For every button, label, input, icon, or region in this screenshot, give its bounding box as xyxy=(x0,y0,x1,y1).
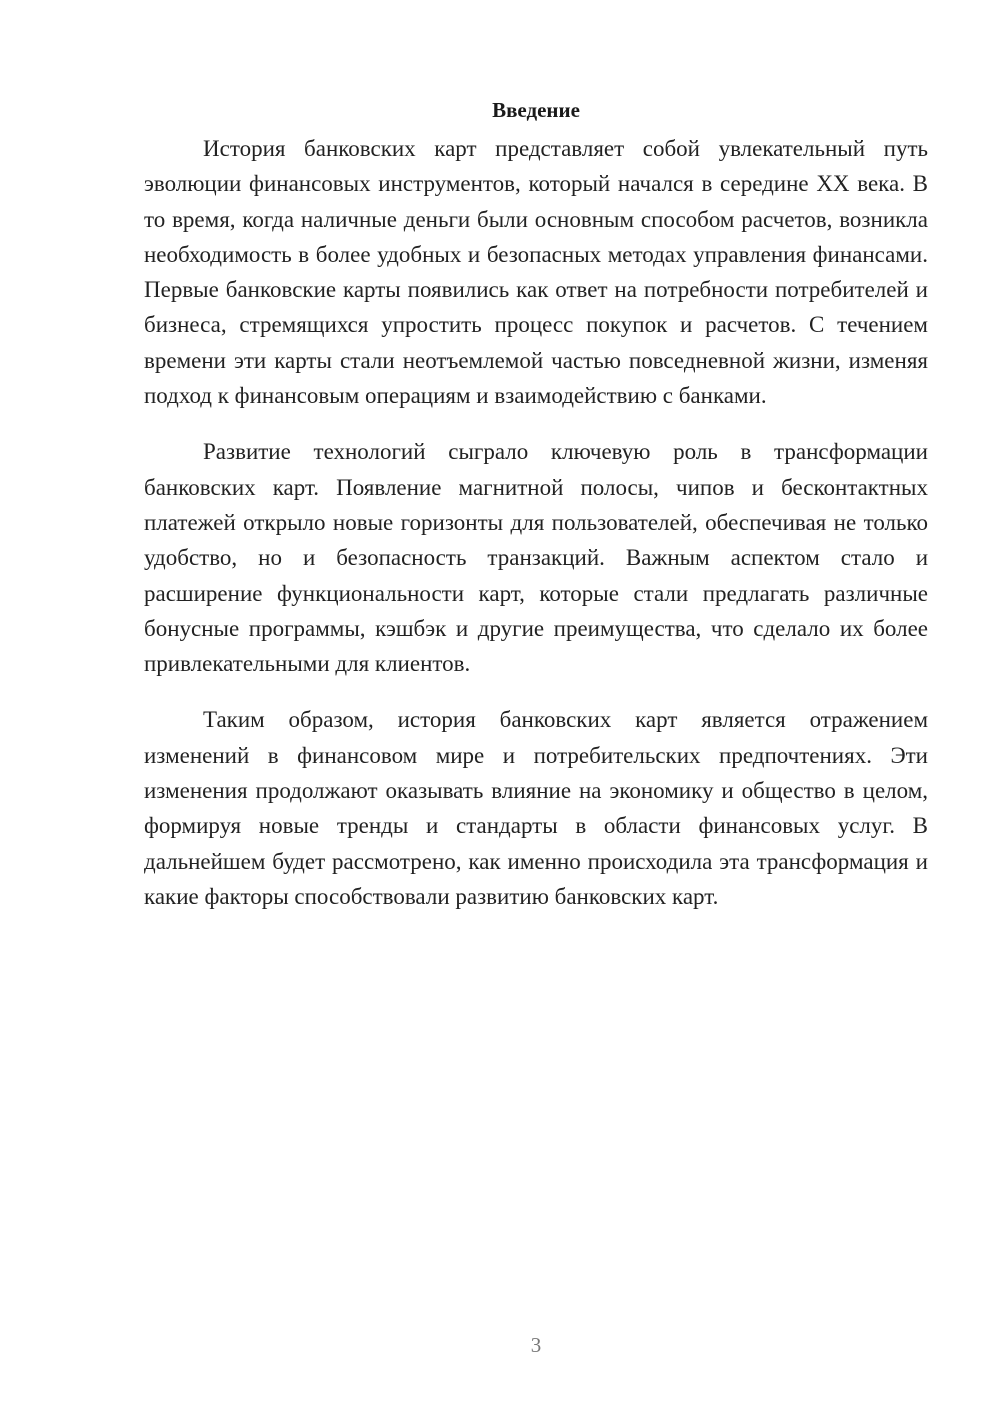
section-title: Введение xyxy=(492,98,580,122)
page-number: 3 xyxy=(530,1333,542,1357)
paragraph-3: Таким образом, история банковских карт является отражением изменений в финансовом мире и потребительских предпочтениях. Эти изменения продолжают оказывать влияние на экономику и общество в целом, формируя новые тренды и стандарты в области финансовых услуг. В дальнейшем будет рассмотрено, как именно происходила эта трансформация и какие факторы способствовали развитию банковских карт. xyxy=(144,707,928,909)
page-content xyxy=(144,93,928,935)
paragraph-2: Развитие технологий сыграло ключевую роль в трансформации банковских карт. Появление магнитной полосы, чипов и бесконтактных платежей открыло новые горизонты для пользователей, обеспечивая не только удобство, но и безопасность транзакций. Важным аспектом стало и расширение функциональности карт, которые стали предлагать различные бонусные программы, кэшбэк и другие преимущества, что сделало их более привлекательными для клиентов. xyxy=(144,439,928,677)
paragraph-1: История банковских карт представляет собой увлекательный путь эволюции финансовых инструментов, который начался в середине XX века. В то время, когда наличные деньги были основным способом расчетов, возникла необходимость в более удобных и безопасных методах управления финансами. Первые банковские карты появились как ответ на потребности потребителей и бизнеса, стремящихся упростить процесс покупок и расчетов. С течением времени эти карты стали неотъемлемой частью повседневной жизни, изменяя подход к финансовым операциям и взаимодействию с банками. xyxy=(144,136,928,409)
